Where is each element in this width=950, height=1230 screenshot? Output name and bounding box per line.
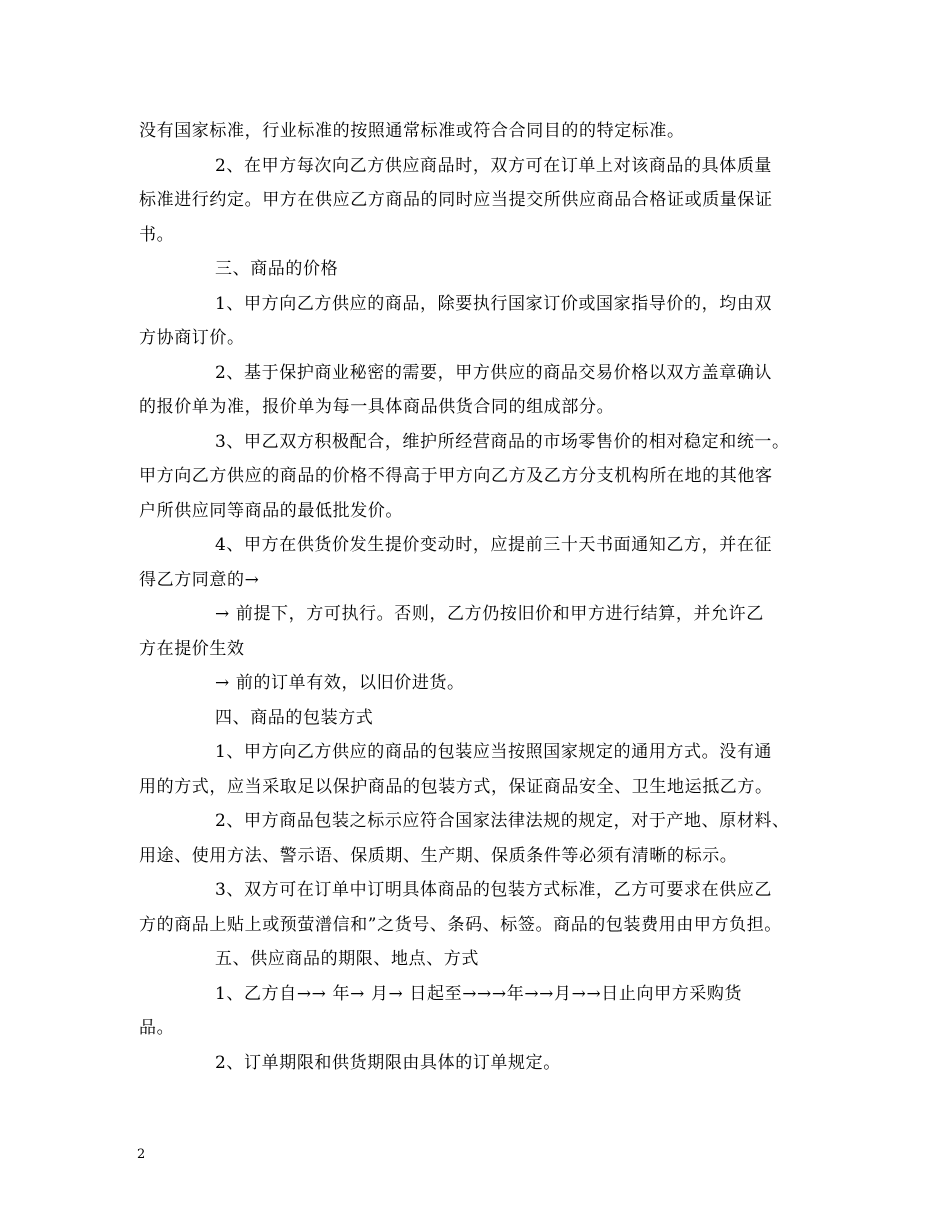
text-line: 得乙方同意的→	[139, 569, 260, 590]
text-line: 的报价单为准，报价单为每一具体商品供货合同的组成部分。	[139, 397, 615, 417]
text-line: 2、基于保护商业秘密的需要，甲方供应的商品交易价格以双方盖章确认	[215, 362, 773, 383]
text-line: → 前的订单有效，以旧价进货。	[215, 673, 465, 693]
page-number: 2	[137, 1147, 146, 1162]
text-line: 1、甲方向乙方供应的商品的包装应当按照国家规定的通用方式。没有通	[215, 742, 773, 762]
text-line: 2、在甲方每次向乙方供应商品时，双方可在订单上对该商品的具体质量	[215, 155, 773, 176]
text-line: 方协商订价。	[139, 328, 245, 348]
document-body	[139, 114, 819, 1080]
text-line: 甲方向乙方供应的商品的价格不得高于甲方向乙方及乙方分支机构所在地的其他客	[139, 466, 773, 486]
text-line: 4、甲方在供货价发生提价变动时，应提前三十天书面通知乙方，并在征	[215, 535, 773, 555]
text-line: → 前提下，方可执行。否则，乙方仍按旧价和甲方进行结算，并允许乙	[215, 604, 764, 624]
text-line: 2、甲方商品包装之标示应符合国家法律法规的规定，对于产地、原材料、	[215, 811, 790, 831]
text-line: 方在提价生效	[139, 638, 245, 659]
text-line: 2、订单期限和供货期限由具体的订单规定。	[215, 1052, 561, 1073]
text-line: 标准进行约定。甲方在供应乙方商品的同时应当提交所供应商品合格证或质量保证	[139, 190, 773, 210]
text-line: 五、供应商品的期限、地点、方式	[215, 949, 479, 969]
text-line: 用的方式，应当采取足以保护商品的包装方式，保证商品安全、卫生地运抵乙方。	[139, 776, 773, 797]
text-line: 1、乙方自→→ 年→ 月→ 日起至→→→年→→月→→日止向甲方采购货	[215, 983, 743, 1004]
text-line: 3、甲乙双方积极配合，维护所经营商品的市场零售价的相对稳定和统一。	[215, 431, 790, 452]
text-line: 品。	[139, 1018, 175, 1038]
text-line: 方的商品上贴上或预萤潽信和”之货号、条码、标签。商品的包装费用由甲方负担。	[139, 914, 782, 935]
text-line: 三、商品的价格	[215, 259, 339, 279]
text-line: 3、双方可在订单中订明具体商品的包装方式标准，乙方可要求在供应乙	[215, 880, 773, 900]
text-line: 没有国家标准，行业标准的按照通常标准或符合合同目的的特定标准。	[139, 121, 685, 141]
text-line: 1、甲方向乙方供应的商品，除要执行国家订价或国家指导价的，均由双	[215, 293, 773, 314]
text-line: 书。	[139, 224, 175, 245]
text-line: 用途、使用方法、警示语、保质期、生产期、保质条件等必须有清晰的标示。	[139, 845, 738, 866]
text-line: 户所供应同等商品的最低批发价。	[139, 500, 403, 521]
text-line: 四、商品的包装方式	[215, 707, 374, 728]
